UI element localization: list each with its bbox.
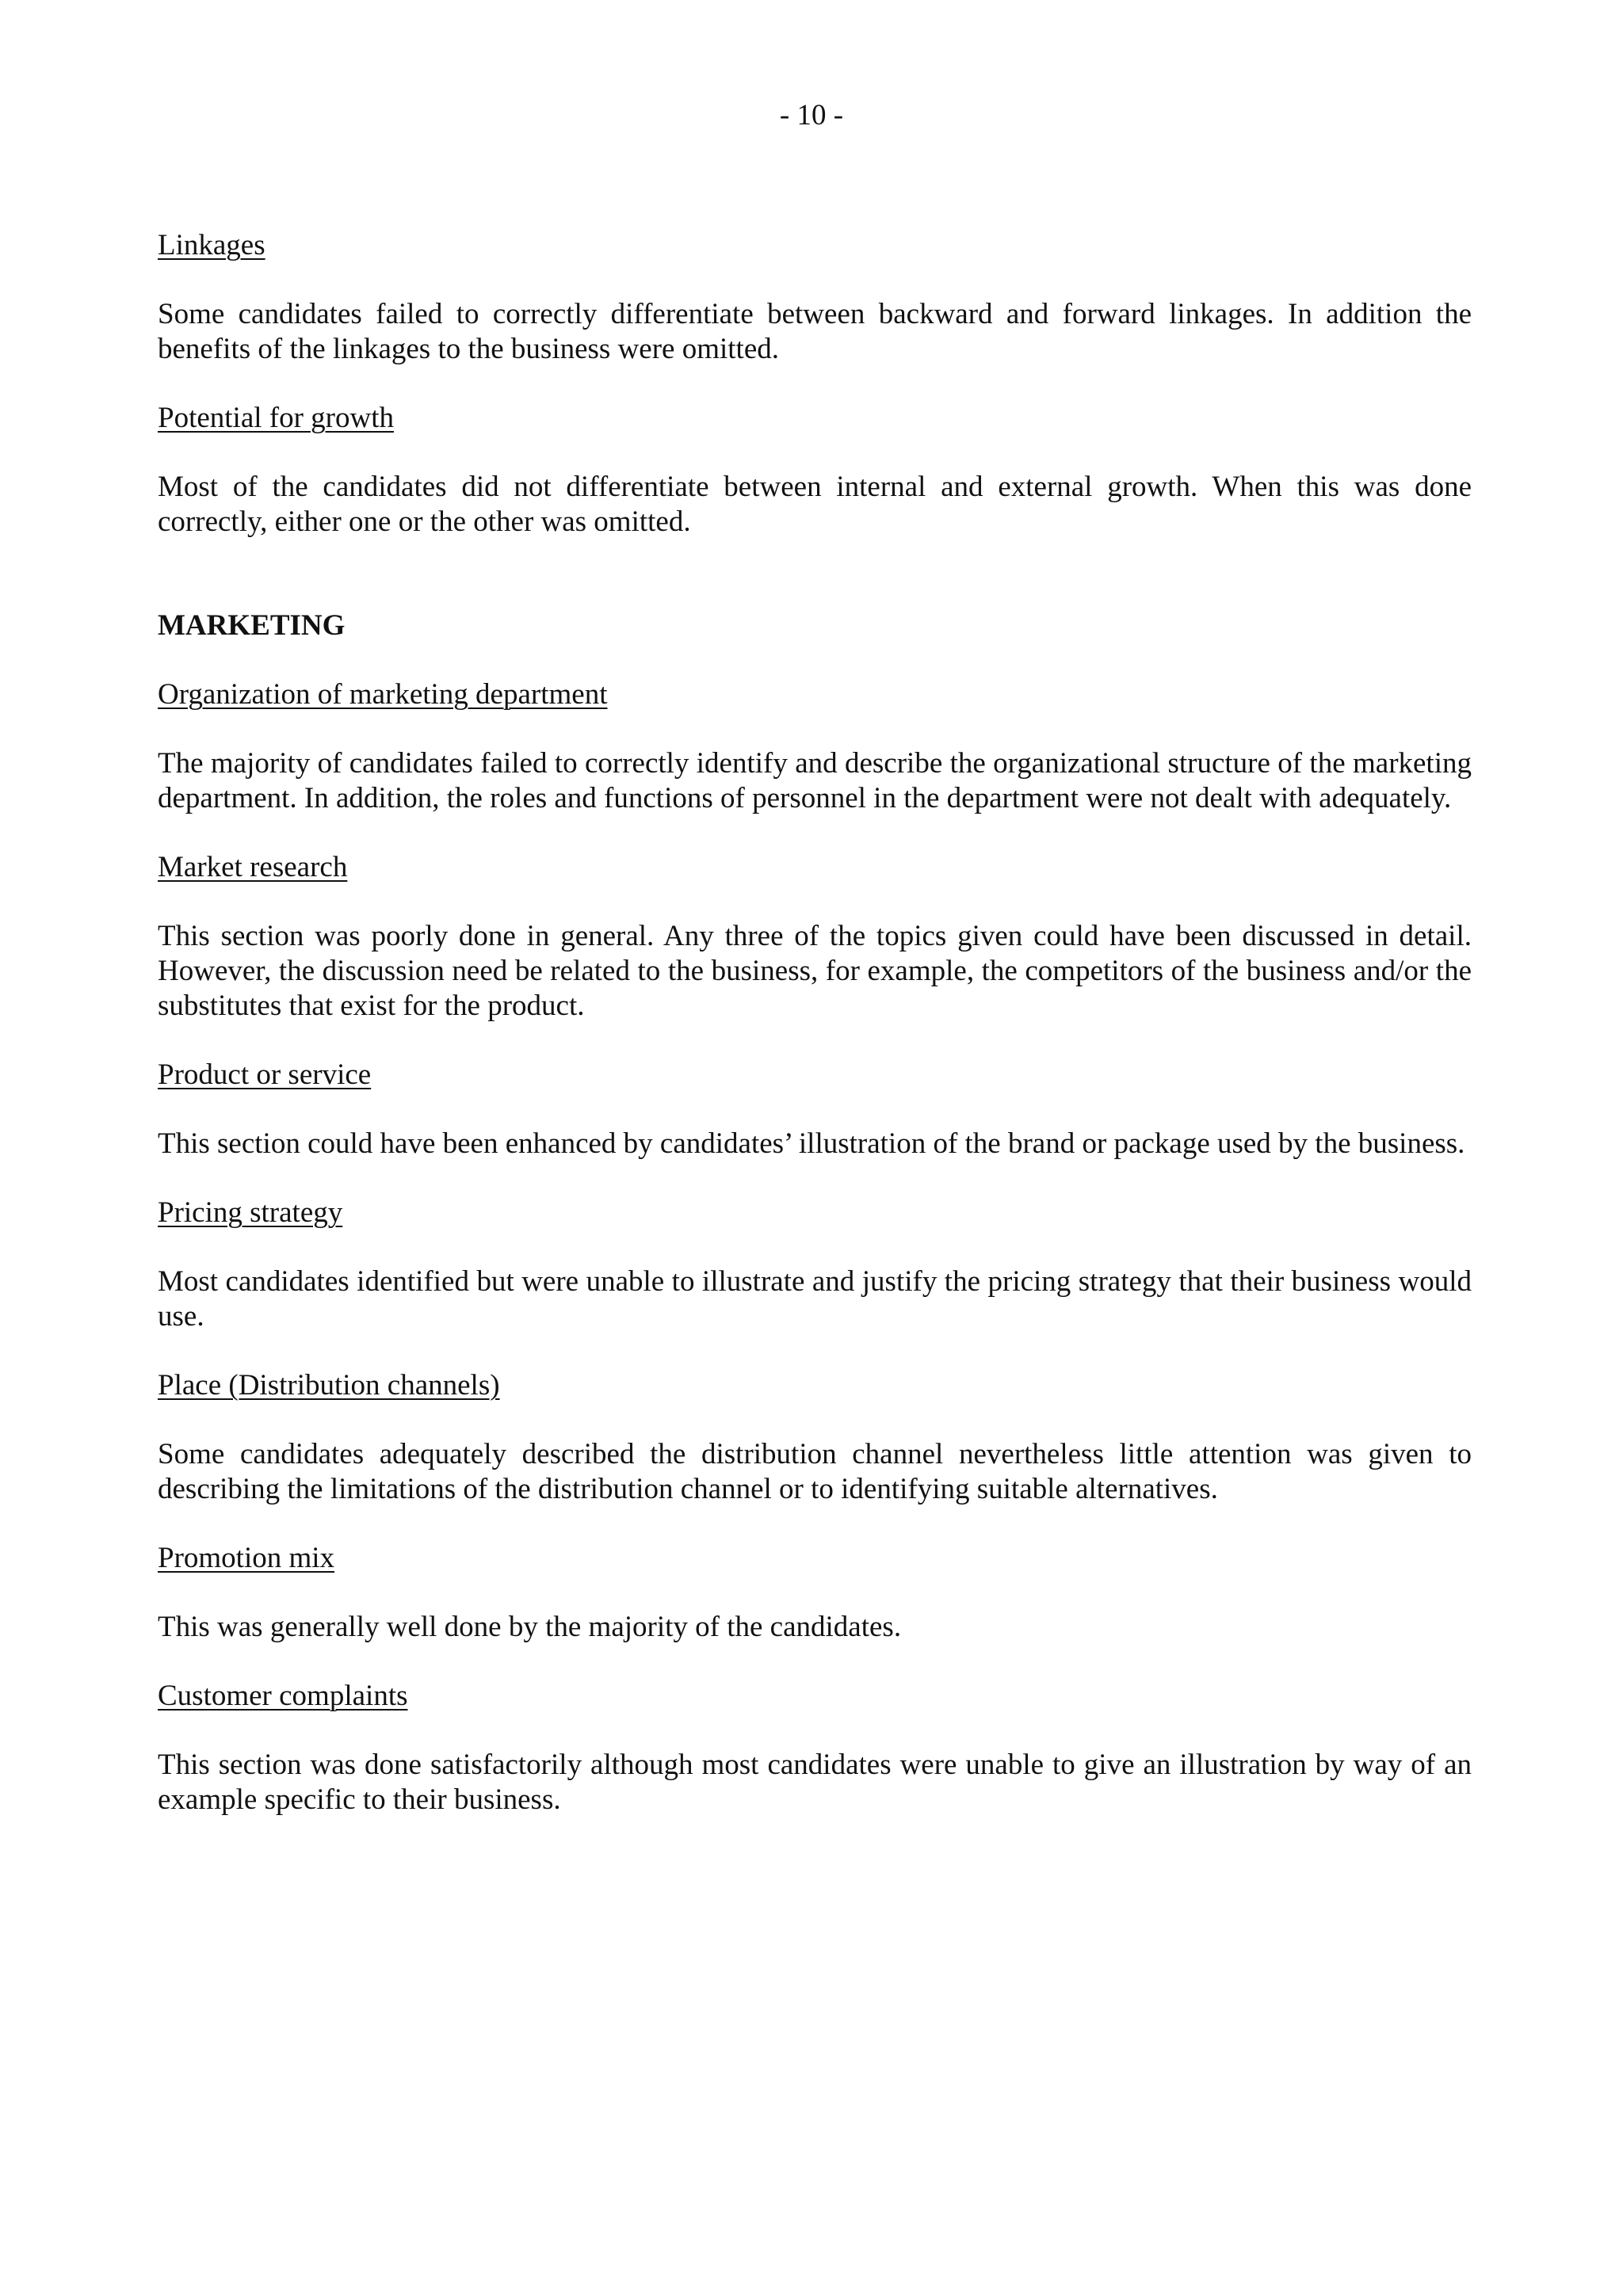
section-body-place: Some candidates adequately described the distribution channel nevertheless little attention was given to describing the limitations of the distribution channel or to identifying suitable alternatives.: [158, 1438, 1472, 1505]
section-heading-organization: Organization of marketing department: [158, 678, 608, 711]
section-body-customer-complaints: This section was done satisfactorily although most candidates were unable to give an illustration by way of an example specific to their business.: [158, 1749, 1472, 1816]
section-body-linkages: Some candidates failed to correctly differentiate between backward and forward linkages. In addition the benefits of the linkages to the business were omitted.: [158, 298, 1472, 365]
section-heading-market-research: Market research: [158, 851, 348, 883]
section-heading-product-or-service: Product or service: [158, 1058, 372, 1091]
page-number: - 10 -: [779, 99, 844, 132]
section-body-product-or-service: This section could have been enhanced by candidates’ illustration of the brand or package used by the business.: [158, 1127, 1465, 1160]
document-body: [158, 228, 1472, 1817]
section-heading-potential-for-growth: Potential for growth: [158, 402, 395, 434]
section-body-market-research: This section was poorly done in general. Any three of the topics given could have been discussed in detail. However, the discussion need be related to the business, for example, the competitors of the business and/or the substitutes that exist for the product.: [158, 920, 1472, 1022]
section-heading-place: Place (Distribution channels): [158, 1369, 500, 1402]
section-body-pricing-strategy: Most candidates identified but were unable to illustrate and justify the pricing strategy that their business would use.: [158, 1265, 1472, 1333]
section-heading-customer-complaints: Customer complaints: [158, 1680, 408, 1712]
section-heading-promotion-mix: Promotion mix: [158, 1542, 335, 1574]
section-body-organization: The majority of candidates failed to correctly identify and describe the organizational structure of the marketing department. In addition, the roles and functions of personnel in the department were not dealt with adequately.: [158, 747, 1472, 814]
section-body-potential-for-growth: Most of the candidates did not differentiate between internal and external growth. When this was done correctly, either one or the other was omitted.: [158, 471, 1472, 538]
section-heading-linkages: Linkages: [158, 229, 265, 261]
marketing-section-title: MARKETING: [158, 609, 346, 642]
section-heading-pricing-strategy: Pricing strategy: [158, 1196, 343, 1229]
section-body-promotion-mix: This was generally well done by the majority of the candidates.: [158, 1611, 902, 1643]
